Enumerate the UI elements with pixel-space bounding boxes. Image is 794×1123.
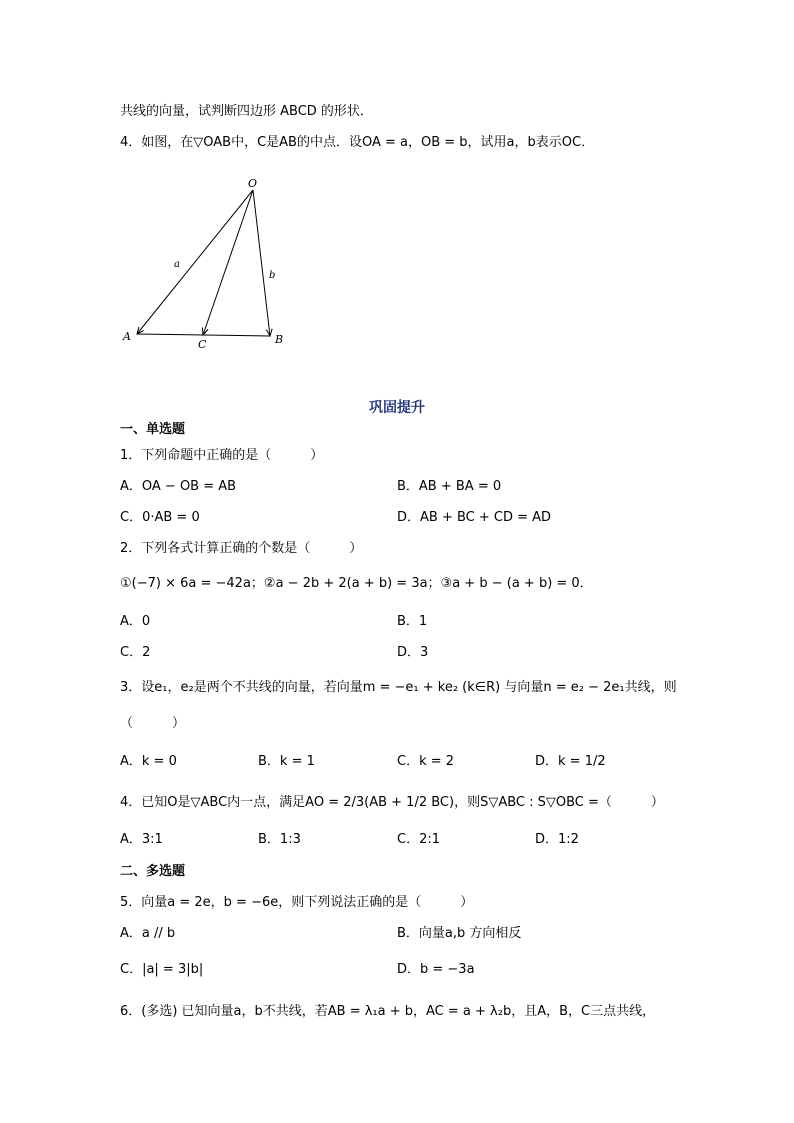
q3-option-c: C．k = 2	[397, 754, 455, 769]
q1-option-a: A．OA − OB = AB	[120, 479, 237, 494]
q1-option-c: C．0·AB = 0	[120, 510, 200, 525]
q2-option-a: A．0	[120, 614, 151, 629]
label-a: A	[123, 330, 131, 343]
vector-ob	[253, 190, 270, 336]
q1-stem: 1．下列命题中正确的是（ ）	[120, 448, 324, 463]
q5-option-c: C．|a| = 3|b|	[120, 962, 204, 977]
part-multi-choice: 二、多选题	[120, 864, 186, 879]
vector-oc	[203, 190, 253, 335]
q2-stem: 2．下列各式计算正确的个数是（ ）	[120, 541, 363, 556]
triangle-figure	[115, 172, 305, 357]
q4-option-b: B．1:3	[258, 832, 301, 847]
q5-option-a: A．a // b	[120, 926, 176, 941]
vector-oa	[137, 190, 253, 334]
part-single-choice: 一、单选题	[120, 422, 186, 437]
q3-stem: 3．设e₁，e₂是两个不共线的向量，若向量m = −e₁ + ke₂ (k∈R) 与向量n = e₂ − 2e₁共线，则	[120, 680, 677, 695]
continuation-text: 共线的向量，试判断四边形 ABCD 的形状．	[120, 104, 373, 119]
q1-option-d: D．AB + BC + CD = AD	[397, 510, 552, 525]
label-vec-a: a	[174, 259, 180, 270]
q3-option-d: D．k = 1/2	[535, 754, 606, 769]
q4-option-a: A．3:1	[120, 832, 163, 847]
q5-stem: 5．向量a = 2e，b = −6e，则下列说法正确的是（ ）	[120, 895, 474, 910]
q6-stem: 6．(多选) 已知向量a，b不共线，若AB = λ₁a + b，AC = a + λ₂b，且A，B，C三点共线，	[120, 1004, 656, 1019]
section-title: 巩固提升	[369, 400, 425, 416]
q2-items: ①(−7) × 6a = −42a；②a − 2b + 2(a + b) = 3a；③a + b − (a + b) = 0．	[120, 576, 593, 591]
q1-option-b: B．AB + BA = 0	[397, 479, 502, 494]
q4-option-c: C．2:1	[397, 832, 440, 847]
q2-option-d: D．3	[397, 645, 429, 660]
q5-option-b: B．向量a,b 方向相反	[397, 926, 522, 941]
label-vec-b: b	[269, 270, 276, 281]
q3-option-a: A．k = 0	[120, 754, 177, 769]
label-b: B	[275, 333, 284, 346]
q5-option-d: D．b = −3a	[397, 962, 475, 977]
label-o: O	[248, 177, 258, 190]
q3-stem-2: （ ）	[120, 716, 186, 731]
q3-option-b: B．k = 1	[258, 754, 315, 769]
q2-option-b: B．1	[397, 614, 428, 629]
q2-option-c: C．2	[120, 645, 151, 660]
q4-stem: 4．已知O是▽ABC内一点，满足AO = 2/3(AB + 1/2 BC)，则S▽ABC : S▽OBC =（ ）	[120, 795, 664, 810]
question-4-text: 4．如图，在▽OAB中，C是AB的中点．设OA = a，OB = b，试用a，b表示OC．	[120, 135, 595, 150]
q4-option-d: D．1:2	[535, 832, 579, 847]
label-c: C	[198, 338, 207, 351]
